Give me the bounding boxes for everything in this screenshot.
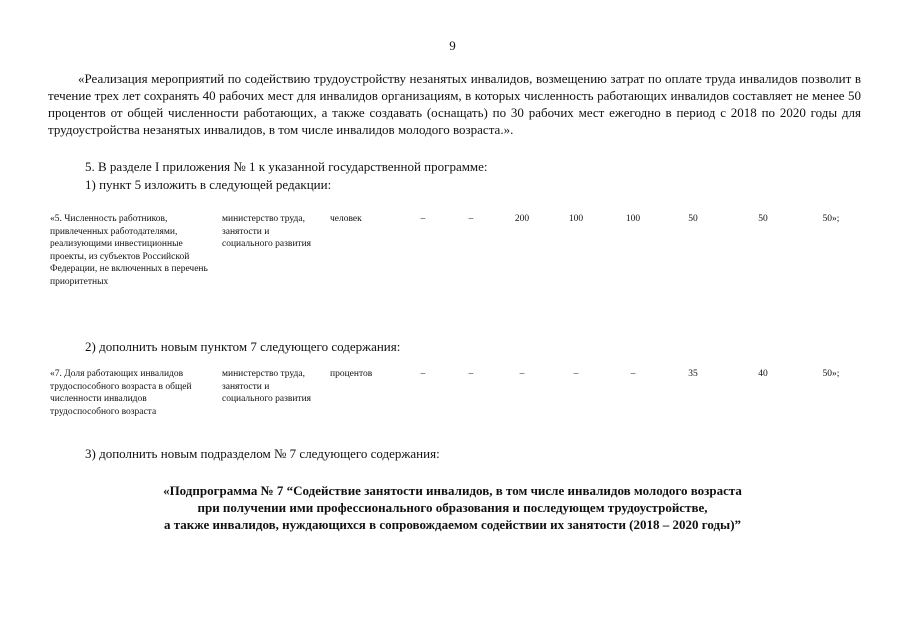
row-value: 50»; [822,214,840,224]
row-value: 100 [625,214,641,224]
row-unit: человек [330,214,362,224]
subitem-3-text: 3) дополнить новым подразделом № 7 следующего содержания: [85,446,440,461]
row-value: 50»; [822,369,840,379]
subprogram-heading [0,482,905,533]
page-number: 9 [449,38,456,53]
row-value: – [420,214,426,224]
row-indicator-name: «7. Доля работающих инвалидов трудоспособного возраста в общей численности инвалидов трудоспособного возраста [50,369,192,417]
intro-paragraph: «Реализация мероприятий по содействию трудоустройству незанятых инвалидов, возмещению затрат по оплате труда инвалидов позволит в течение трех лет сохранять 40 рабочих мест для инвалидов организациям, в которых численность работающих инвалидов составляет не менее 50 процентов от общей численности работающих, а также создавать (оснащать) по 30 рабочих мест ежегодно в период с 2018 по 2020 годы для трудоустройства незанятых инвалидов, в том числе инвалидов молодого возраста.». [48,71,861,137]
row-value: – [573,369,579,379]
row-value: 200 [514,214,530,224]
row-value: – [468,214,474,224]
row-value: 50 [758,214,768,224]
row-unit: процентов [330,369,373,379]
subitem-2-text: 2) дополнить новым пунктом 7 следующего содержания: [85,339,401,354]
row-responsible: министерство труда, занятости и социального развития [222,369,312,404]
row-value: – [468,369,474,379]
row-value: – [630,369,636,379]
row-value: 35 [688,369,698,379]
row-indicator-name: «5. Численность работников, привлеченных работодателями, реализующими инвестиционные проекты, из субъектов Российской Федерации, не включенных в перечень приоритетных [50,214,208,287]
subprogram-heading-line: «Подпрограмма № 7 “Содействие занятости инвалидов, в том числе инвалидов молодого возраста [163,483,742,498]
row-value: – [519,369,525,379]
row-value: 100 [568,214,584,224]
item-5-text: 5. В разделе I приложения № 1 к указанной государственной программе: [85,159,488,174]
subprogram-heading-line: а также инвалидов, нуждающихся в сопровождаемом содействии их занятости (2018 – 2020 годы)” [163,517,742,532]
row-value: 40 [758,369,768,379]
row-responsible: министерство труда, занятости и социального развития [222,214,312,249]
row-value: 50 [688,214,698,224]
subprogram-heading-line: при получении ими профессионального образования и последующем трудоустройстве, [197,500,708,515]
subitem-1-text: 1) пункт 5 изложить в следующей редакции: [85,177,332,192]
row-value: – [420,369,426,379]
